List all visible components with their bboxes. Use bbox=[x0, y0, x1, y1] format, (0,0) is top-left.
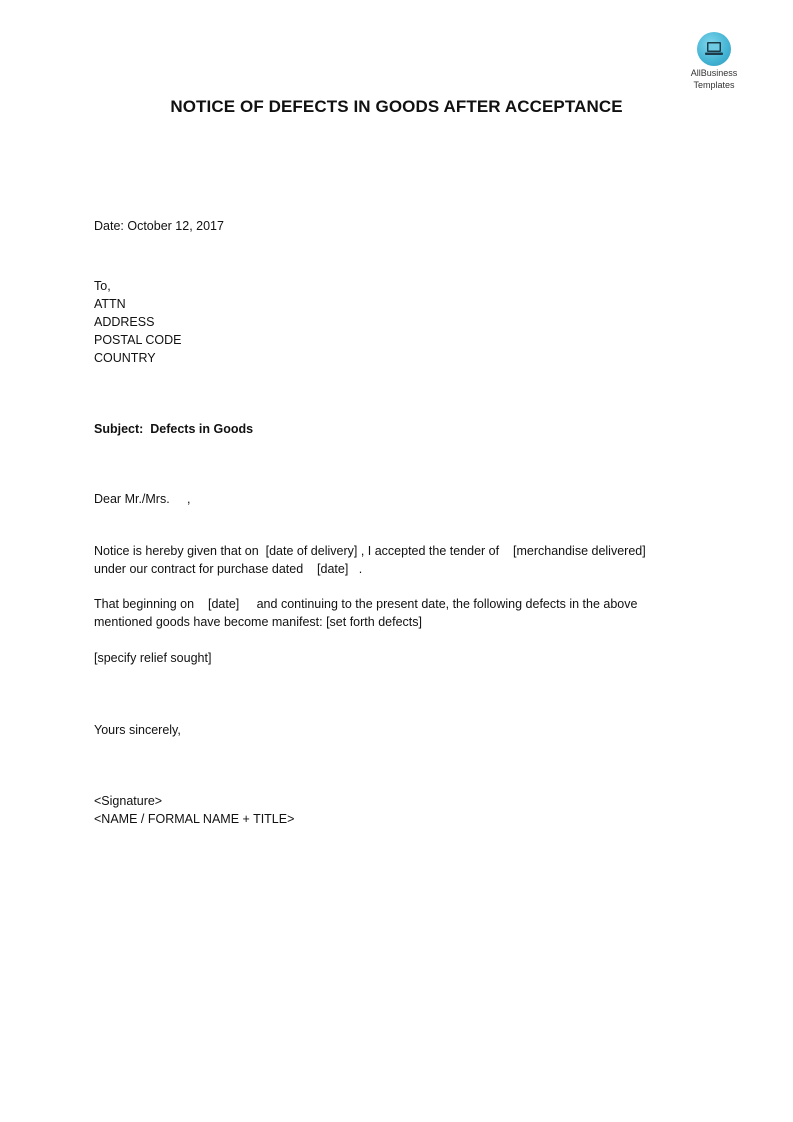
relief-line: [specify relief sought] bbox=[94, 651, 212, 665]
allbusiness-templates-logo bbox=[684, 32, 744, 90]
address-line-attn: ATTN bbox=[94, 297, 126, 311]
name-title-placeholder: <NAME / FORMAL NAME + TITLE> bbox=[94, 812, 295, 826]
logo-text-line2: Templates bbox=[693, 80, 735, 90]
closing-line: Yours sincerely, bbox=[94, 723, 181, 737]
paragraph-2-line-2: mentioned goods have become manifest: [set forth defects] bbox=[94, 615, 422, 629]
paragraph-2-line-1: That beginning on [date] and continuing to the present date, the following defects in the above bbox=[94, 597, 638, 611]
subject-line: Subject: Defects in Goods bbox=[94, 422, 254, 436]
document-title: NOTICE OF DEFECTS IN GOODS AFTER ACCEPTANCE bbox=[170, 97, 623, 116]
signature-placeholder: <Signature> bbox=[94, 794, 163, 808]
address-line-to: To, bbox=[94, 279, 111, 293]
address-line-country: COUNTRY bbox=[94, 351, 156, 365]
laptop-icon bbox=[697, 32, 731, 66]
paragraph-1-line-2: under our contract for purchase dated [date] . bbox=[94, 562, 363, 576]
logo-text-line1: AllBusiness bbox=[690, 68, 738, 78]
paragraph-1-line-1: Notice is hereby given that on [date of delivery] , I accepted the tender of [merchandise delivered] bbox=[94, 544, 646, 558]
date-line: Date: October 12, 2017 bbox=[94, 219, 224, 233]
address-line-postal-code: POSTAL CODE bbox=[94, 333, 182, 347]
address-line-address: ADDRESS bbox=[94, 315, 155, 329]
salutation: Dear Mr./Mrs. , bbox=[94, 492, 191, 506]
